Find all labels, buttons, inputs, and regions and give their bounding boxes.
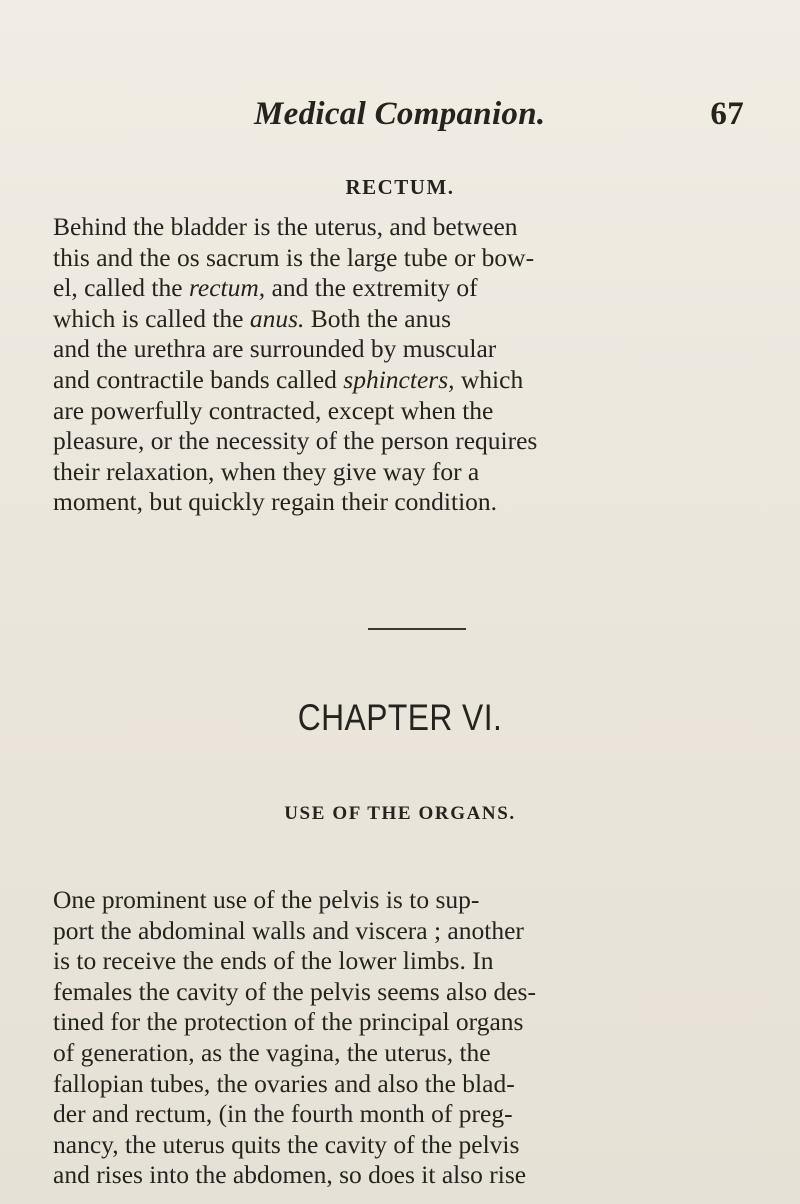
text-line: females the cavity of the pelvis seems also des- [53,976,536,1006]
text-line: this and the os sacrum is the large tube or bow- [53,242,535,272]
running-head-title: Medical Companion. [254,96,546,132]
text-line: and rises into the abdomen, so does it also rise [53,1160,527,1190]
text-line: Behind the bladder is the uterus, and between [53,212,518,241]
running-head [254,96,744,133]
page-number: 67 [710,96,744,132]
text-line: fallopian tubes, the ovaries and also the blad- [53,1068,515,1098]
text-line: tined for the protection of the principal organs [53,1007,524,1037]
text-line: pleasure, or the necessity of the person requires [53,426,538,456]
text-line: One prominent use of the pelvis is to sup- [53,885,480,914]
text-line: is to receive the ends of the lower limbs. In [53,946,494,976]
text-line: and contractile bands called sphincters, which [53,364,524,394]
rectum-paragraph [53,212,798,518]
chapter-subtitle: USE OF THE ORGANS. [284,803,516,824]
text-line: are powerfully contracted, except when the [53,395,494,425]
section-heading-rectum: RECTUM. [345,175,455,199]
section-divider [368,628,466,630]
text-line: of generation, as the vagina, the uterus, the [53,1037,491,1067]
text-line: port the abdominal walls and viscera ; another [53,915,524,945]
text-line: der and rectum, (in the fourth month of preg- [53,1099,513,1129]
text-line: el, called the rectum, and the extremity of [53,273,478,303]
organs-paragraph [53,885,798,1191]
text-line: which is called the anus. Both the anus [53,303,452,333]
text-line: nancy, the uterus quits the cavity of the pelvis [53,1129,520,1159]
text-line: their relaxation, when they give way for a [53,456,480,486]
chapter-title: CHAPTER VI. [297,697,503,738]
text-line: and the urethra are surrounded by muscular [53,334,497,364]
text-line: moment, but quickly regain their condition. [53,487,498,517]
